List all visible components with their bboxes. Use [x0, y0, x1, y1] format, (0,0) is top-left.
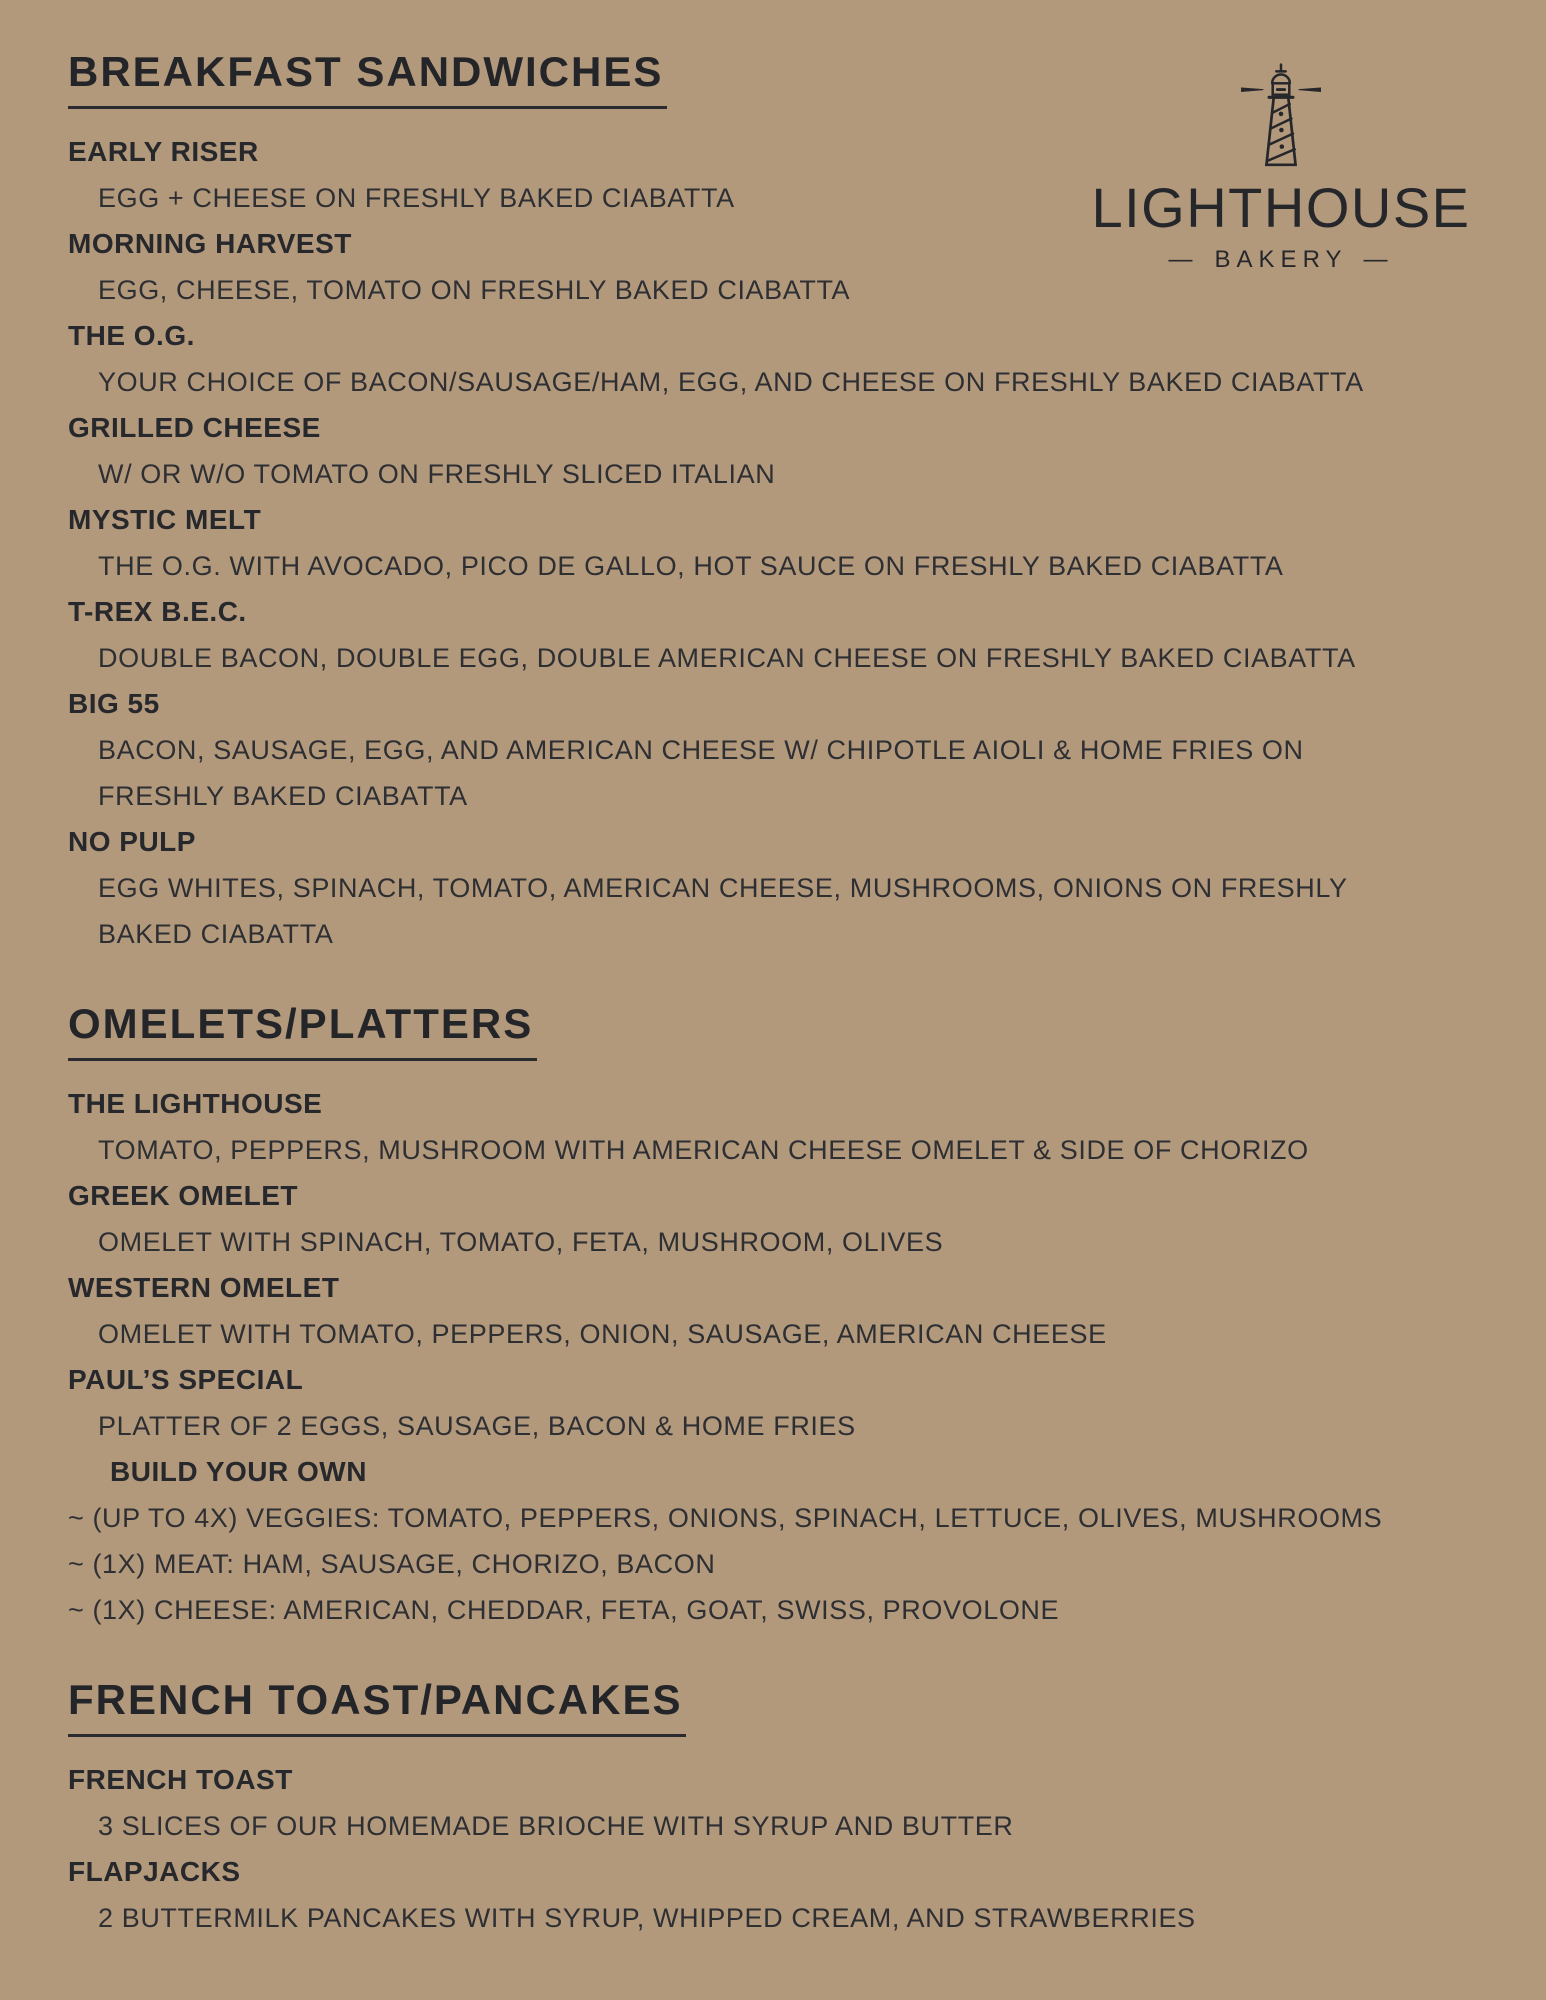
section-items [68, 1081, 1518, 1633]
menu-item-name: GREEK OMELET [68, 1180, 299, 1211]
menu-item-desc: 3 SLICES OF OUR HOMEMADE BRIOCHE WITH SYRUP AND BUTTER [98, 1811, 1014, 1841]
tagline-dash-right: — [1363, 246, 1394, 273]
tagline-text: BAKERY [1214, 246, 1348, 273]
section-items [68, 1757, 1518, 1941]
menu-item-name: THE LIGHTHOUSE [68, 1088, 323, 1119]
menu-item-name: PAUL’S SPECIAL [68, 1364, 304, 1395]
menu-content [68, 48, 1518, 1941]
menu-item-name: T-REX B.E.C. [68, 596, 247, 627]
logo-tagline [1070, 248, 1492, 272]
logo-name: LIGHTHOUSE [1091, 176, 1471, 239]
menu-item-desc: OMELET WITH SPINACH, TOMATO, FETA, MUSHROOM, OLIVES [98, 1227, 944, 1257]
menu-item-desc: PLATTER OF 2 EGGS, SAUSAGE, BACON & HOME FRIES [98, 1411, 856, 1441]
menu-item-name: BIG 55 [68, 688, 160, 719]
section-title: FRENCH TOAST/PANCAKES [68, 1679, 686, 1737]
menu-item-desc: BAKED CIABATTA [98, 919, 334, 949]
menu-item-name: FLAPJACKS [68, 1856, 241, 1887]
menu-item-desc: FRESHLY BAKED CIABATTA [98, 781, 468, 811]
section-title: BREAKFAST SANDWICHES [68, 51, 667, 109]
build-your-own-subheader: BUILD YOUR OWN [110, 1456, 367, 1487]
tagline-dash-left: — [1168, 246, 1199, 273]
bakery-logo [1070, 62, 1492, 272]
menu-item-name: THE O.G. [68, 320, 195, 351]
menu-item-desc: TOMATO, PEPPERS, MUSHROOM WITH AMERICAN CHEESE OMELET & SIDE OF CHORIZO [98, 1135, 1309, 1165]
menu-item-desc: 2 BUTTERMILK PANCAKES WITH SYRUP, WHIPPED CREAM, AND STRAWBERRIES [98, 1903, 1196, 1933]
menu-item-name: EARLY RISER [68, 136, 259, 167]
menu-item-name: FRENCH TOAST [68, 1764, 293, 1795]
menu-item-desc: DOUBLE BACON, DOUBLE EGG, DOUBLE AMERICAN CHEESE ON FRESHLY BAKED CIABATTA [98, 643, 1356, 673]
menu-note: ~ (UP TO 4X) VEGGIES: TOMATO, PEPPERS, ONIONS, SPINACH, LETTUCE, OLIVES, MUSHROOMS [68, 1503, 1383, 1533]
menu-item-name: GRILLED CHEESE [68, 412, 321, 443]
menu-item-desc: EGG, CHEESE, TOMATO ON FRESHLY BAKED CIABATTA [98, 275, 851, 305]
section-title: OMELETS/PLATTERS [68, 1003, 537, 1061]
menu-item-desc: EGG + CHEESE ON FRESHLY BAKED CIABATTA [98, 183, 735, 213]
section-french-toast-pancakes [68, 1676, 1518, 1941]
menu-item-desc: YOUR CHOICE OF BACON/SAUSAGE/HAM, EGG, AND CHEESE ON FRESHLY BAKED CIABATTA [98, 367, 1364, 397]
menu-note: ~ (1X) CHEESE: AMERICAN, CHEDDAR, FETA, GOAT, SWISS, PROVOLONE [68, 1595, 1060, 1625]
menu-note: ~ (1X) MEAT: HAM, SAUSAGE, CHORIZO, BACON [68, 1549, 716, 1579]
menu-item-desc: W/ OR W/O TOMATO ON FRESHLY SLICED ITALIAN [98, 459, 776, 489]
menu-item-name: MORNING HARVEST [68, 228, 352, 259]
menu-item-desc: BACON, SAUSAGE, EGG, AND AMERICAN CHEESE W/ CHIPOTLE AIOLI & HOME FRIES ON [98, 735, 1304, 765]
menu-item-name: MYSTIC MELT [68, 504, 262, 535]
section-omelets-platters [68, 1000, 1518, 1633]
menu-item-name: NO PULP [68, 826, 196, 857]
menu-item-desc: OMELET WITH TOMATO, PEPPERS, ONION, SAUSAGE, AMERICAN CHEESE [98, 1319, 1107, 1349]
lighthouse-icon [1229, 62, 1333, 170]
menu-item-name: WESTERN OMELET [68, 1272, 340, 1303]
menu-item-desc: EGG WHITES, SPINACH, TOMATO, AMERICAN CHEESE, MUSHROOMS, ONIONS ON FRESHLY [98, 873, 1348, 903]
menu-item-desc: THE O.G. WITH AVOCADO, PICO DE GALLO, HOT SAUCE ON FRESHLY BAKED CIABATTA [98, 551, 1284, 581]
